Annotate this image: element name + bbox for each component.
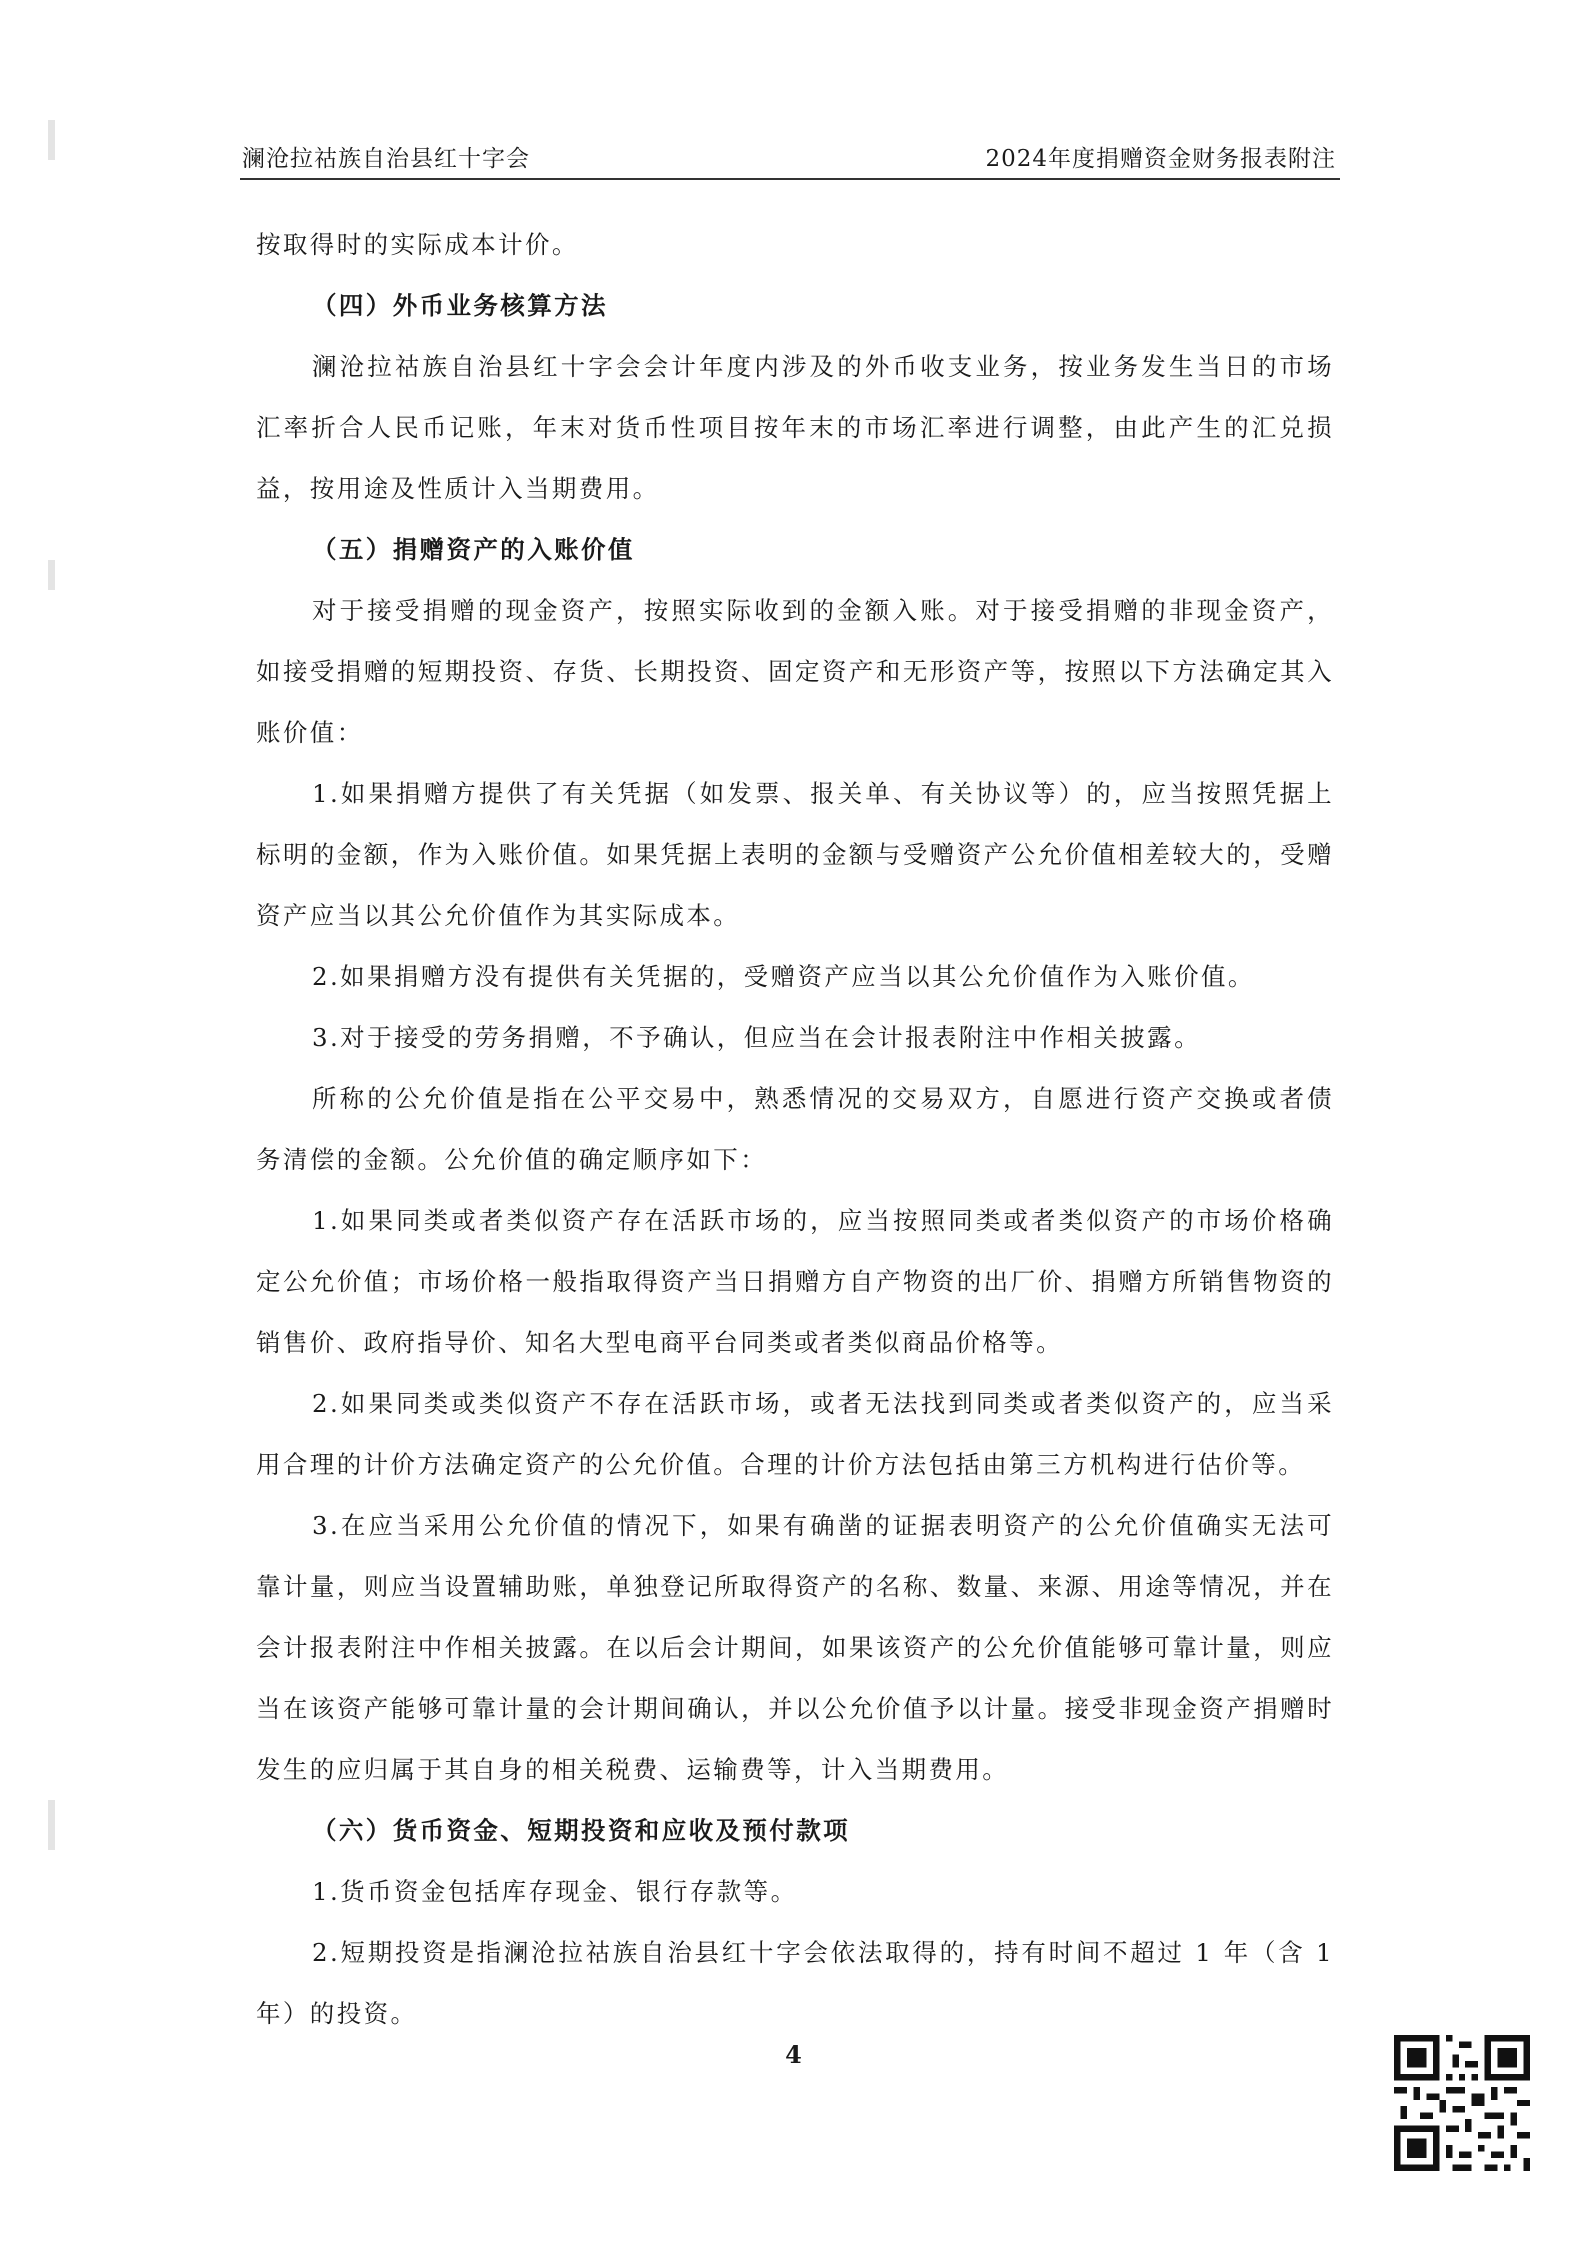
paragraph: 2.短期投资是指澜沧拉祜族自治县红十字会依法取得的，持有时间不超过 1 年（含 1 年）的投资。 [256, 1938, 1334, 2028]
section-heading: （四）外币业务核算方法 [312, 291, 608, 320]
document-body [256, 214, 1334, 2044]
section-heading: （六）货币资金、短期投资和应收及预付款项 [312, 1816, 850, 1845]
paragraph: 2.如果同类或类似资产不存在活跃市场，或者无法找到同类或者类似资产的，应当采用合理的计价方法确定资产的公允价值。合理的计价方法包括由第三方机构进行估价等。 [256, 1389, 1334, 1479]
paragraph: 按取得时的实际成本计价。 [256, 230, 579, 259]
paragraph: 所称的公允价值是指在公平交易中，熟悉情况的交易双方，自愿进行资产交换或者债务清偿的金额。公允价值的确定顺序如下： [256, 1084, 1334, 1174]
page-header [240, 138, 1340, 180]
paragraph: 3.对于接受的劳务捐赠，不予确认，但应当在会计报表附注中作相关披露。 [312, 1023, 1201, 1052]
paragraph: 澜沧拉祜族自治县红十字会会计年度内涉及的外币收支业务，按业务发生当日的市场汇率折合人民币记账，年末对货币性项目按年末的市场汇率进行调整，由此产生的汇兑损益，按用途及性质计入当期费用。 [256, 352, 1334, 503]
page-number: 4 [785, 2040, 802, 2069]
paragraph: 对于接受捐赠的现金资产，按照实际收到的金额入账。对于接受捐赠的非现金资产，如接受捐赠的短期投资、存货、长期投资、固定资产和无形资产等，按照以下方法确定其入账价值： [256, 596, 1334, 747]
paragraph: 1.如果同类或者类似资产存在活跃市场的，应当按照同类或者类似资产的市场价格确定公允价值；市场价格一般指取得资产当日捐赠方自产物资的出厂价、捐赠方所销售物资的销售价、政府指导价、知名大型电商平台同类或者类似商品价格等。 [256, 1206, 1334, 1357]
paragraph: 1.货币资金包括库存现金、银行存款等。 [312, 1877, 798, 1906]
scan-edge-mark [48, 560, 55, 590]
scan-edge-mark [48, 1800, 55, 1850]
section-heading: （五）捐赠资产的入账价值 [312, 535, 635, 564]
scan-edge-mark [48, 120, 55, 160]
header-doc-title: 2024年度捐赠资金财务报表附注 [985, 146, 1336, 172]
header-org: 澜沧拉祜族自治县红十字会 [242, 146, 530, 172]
qr-code-icon [1394, 2035, 1530, 2171]
paragraph: 3.在应当采用公允价值的情况下，如果有确凿的证据表明资产的公允价值确实无法可靠计量，则应当设置辅助账，单独登记所取得资产的名称、数量、来源、用途等情况，并在会计报表附注中作相关披露。在以后会计期间，如果该资产的公允价值能够可靠计量，则应当在该资产能够可靠计量的会计期间确认，并以公允价值予以计量。接受非现金资产捐赠时发生的应归属于其自身的相关税费、运输费等，计入当期费用。 [256, 1511, 1334, 1784]
paragraph: 1.如果捐赠方提供了有关凭据（如发票、报关单、有关协议等）的，应当按照凭据上标明的金额，作为入账价值。如果凭据上表明的金额与受赠资产公允价值相差较大的，受赠资产应当以其公允价值作为其实际成本。 [256, 779, 1334, 930]
paragraph: 2.如果捐赠方没有提供有关凭据的，受赠资产应当以其公允价值作为入账价值。 [312, 962, 1255, 991]
